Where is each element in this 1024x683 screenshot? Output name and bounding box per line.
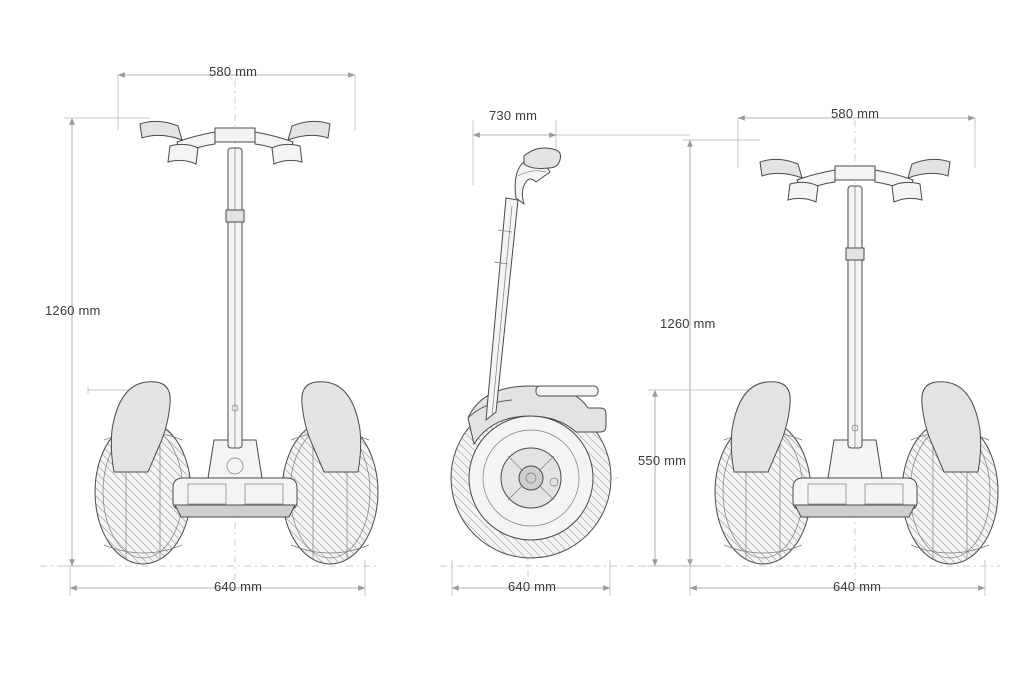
rear-handlebar-center (835, 166, 875, 180)
front-view-group (40, 75, 380, 596)
side-grip (524, 148, 561, 169)
front-right-lever (272, 144, 302, 164)
rear-view-group (640, 118, 1000, 596)
front-bottom-dimension-label: 640 mm (214, 579, 263, 594)
rear-left-lever (788, 182, 818, 202)
rear-column-clamp (846, 248, 864, 260)
side-bottom-dimension-label: 640 mm (508, 579, 557, 594)
rear-chassis-lower (795, 505, 915, 517)
rear-left-grip (760, 159, 802, 178)
rear-right-lever (892, 182, 922, 202)
rear-bottom-dimension-label: 640 mm (833, 579, 882, 594)
rear-mid-dimension-label: 550 mm (638, 453, 687, 468)
side-view-group (440, 120, 690, 596)
front-chassis-lower (175, 505, 295, 517)
front-top-dimension-label: 580 mm (209, 64, 258, 79)
rear-height-dimension-label: 1260 mm (660, 316, 716, 331)
front-column-clamp (226, 210, 244, 222)
side-top-dimension-label: 730 mm (489, 108, 538, 123)
rear-top-dimension-label: 580 mm (831, 106, 880, 121)
front-right-grip (288, 121, 330, 140)
side-platform (536, 386, 598, 396)
front-handlebar-center (215, 128, 255, 142)
rear-right-grip (908, 159, 950, 178)
front-height-dimension-label: 1260 mm (45, 303, 101, 318)
front-left-lever (168, 144, 198, 164)
front-left-grip (140, 121, 182, 140)
